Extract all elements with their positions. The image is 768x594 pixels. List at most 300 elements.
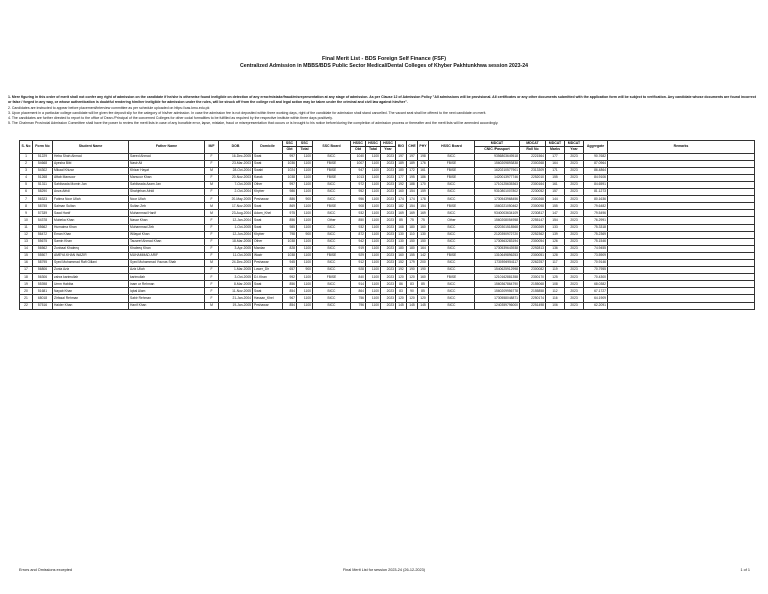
cell-sb: BICC — [313, 210, 351, 217]
cell-my: 2023 — [565, 174, 584, 181]
cell-roll: 2155068 — [520, 281, 546, 288]
cell-remarks — [608, 217, 755, 224]
cell-g: F — [205, 288, 219, 295]
cell-ht: 1100 — [366, 245, 381, 252]
cell-sb: BICC — [313, 153, 351, 160]
cell-dob: 3-Oct-2005 — [219, 274, 253, 281]
cell-dob: 11-Nov-2005 — [219, 288, 253, 295]
cell-sb: BICC — [313, 295, 351, 302]
cell-dob: 21-Jan-2004 — [219, 295, 253, 302]
cell-dom: Hassan_Khel — [253, 295, 283, 302]
cell-remarks — [608, 210, 755, 217]
cell-agg: 84.9106 — [584, 174, 608, 181]
cell-st: 1100 — [297, 174, 313, 181]
cell-my: 2023 — [565, 160, 584, 167]
cell-st: 1100 — [297, 153, 313, 160]
cell-my: 2023 — [565, 153, 584, 160]
cell-hy: 2023 — [381, 267, 396, 274]
cell-bio: 177 — [396, 174, 407, 181]
cell-form: 56472 — [33, 231, 53, 238]
cell-bio: 160 — [396, 252, 407, 259]
cell-mk: 125 — [546, 274, 565, 281]
cell-cnic: 1560209956778 — [475, 288, 520, 295]
cell-hy: 2023 — [381, 153, 396, 160]
cell-g: F — [205, 217, 219, 224]
header-aggregate: Aggregate — [584, 141, 608, 154]
cell-ht: 1100 — [366, 167, 381, 174]
cell-phy: 154 — [418, 203, 429, 210]
cell-che: 155 — [407, 252, 418, 259]
instruction-note: 3. Upon placement in a particular college candidate will be given fee deposit slip for the category of his/her admission. In case the admission fee is not deposited within three working days, right of the candidate for admission shall stand cancelled. The vacant seat shall be offered to the next candidate on merit. — [8, 110, 487, 115]
cell-remarks — [608, 267, 755, 274]
cell-mk: 116 — [546, 295, 565, 302]
header-gender: M/F — [205, 141, 219, 154]
table-row — [20, 295, 755, 302]
cell-agg: 70.9146 — [584, 260, 608, 267]
cell-my: 2023 — [565, 245, 584, 252]
cell-form: 56306 — [33, 274, 53, 281]
table-row — [20, 196, 755, 203]
cell-form: 51229 — [33, 153, 53, 160]
cell-st: 1100 — [297, 217, 313, 224]
cell-ht: 1100 — [366, 203, 381, 210]
header-mdcat: MDCAT — [565, 141, 584, 147]
cell-so: 828 — [283, 245, 297, 252]
cell-ho: 912 — [351, 260, 366, 267]
cell-so: 856 — [283, 281, 297, 288]
cell-name: Eman Khan — [53, 231, 129, 238]
cell-g: M — [205, 210, 219, 217]
cell-ht: 1100 — [366, 267, 381, 274]
cell-sno: 22 — [20, 302, 33, 309]
cell-st: 1100 — [297, 203, 313, 210]
cell-agg: 62.2091 — [584, 302, 608, 309]
cell-remarks — [608, 245, 755, 252]
cell-sno: 20 — [20, 288, 33, 295]
cell-so: 967 — [283, 295, 297, 302]
cell-father: karimullah — [129, 274, 205, 281]
cell-ht: 1100 — [366, 217, 381, 224]
cell-form: 51268 — [33, 174, 53, 181]
cell-name: Mikaal Khizar — [53, 167, 129, 174]
cell-hy: 2023 — [381, 302, 396, 309]
cell-hy: 2023 — [381, 167, 396, 174]
cell-st: 1100 — [297, 245, 313, 252]
cell-mk: 117 — [546, 260, 565, 267]
cell-cnic: 9310801007802 — [475, 189, 520, 196]
cell-hy: 2023 — [381, 210, 396, 217]
cell-roll: 2292813 — [520, 245, 546, 252]
cell-dom: Lower_Dir — [253, 267, 283, 274]
cell-cnic: 1560221050462 — [475, 203, 520, 210]
cell-form: 56323 — [33, 196, 53, 203]
cell-mk: 144 — [546, 196, 565, 203]
cell-remarks — [608, 196, 755, 203]
cell-cnic: 9356803649518 — [475, 153, 520, 160]
cell-phy: 142 — [418, 252, 429, 259]
cell-phy: 85 — [418, 281, 429, 288]
cell-che: 120 — [407, 295, 418, 302]
cell-father: Sabir Rehman — [129, 295, 205, 302]
cell-sno: 21 — [20, 295, 33, 302]
cell-remarks — [608, 174, 755, 181]
cell-sb: FBISE — [313, 203, 351, 210]
cell-mk: 128 — [546, 252, 565, 259]
cell-ho: 1040 — [351, 153, 366, 160]
cell-sb: BICC — [313, 302, 351, 309]
cell-remarks — [608, 288, 755, 295]
cell-ht: 1100 — [366, 181, 381, 188]
cell-name: zahra karimullah — [53, 274, 129, 281]
header-che: CHE — [407, 141, 418, 154]
cell-dom: Swat — [253, 153, 283, 160]
table-row — [20, 260, 755, 267]
header-hssc-obt: Obt — [351, 147, 366, 153]
cell-sno: 6 — [20, 189, 33, 196]
cell-so: 1038 — [283, 252, 297, 259]
cell-ht: 1100 — [366, 189, 381, 196]
cell-remarks — [608, 238, 755, 245]
cell-name: Zunia Aziz — [53, 267, 129, 274]
cell-hy: 2023 — [381, 260, 396, 267]
cell-ht: 1100 — [366, 281, 381, 288]
header-form-no: Form No — [33, 141, 53, 154]
cell-father: Wilayat Khan — [129, 231, 205, 238]
cell-hb: BICC — [429, 245, 475, 252]
cell-cnic: 1730539643938 — [475, 245, 520, 252]
header-father-name: Father Name — [129, 141, 205, 154]
cell-father: Iqbal Alam — [129, 288, 205, 295]
cell-st: 1100 — [297, 295, 313, 302]
cell-sb: BICC — [313, 281, 351, 288]
cell-bio: 160 — [396, 189, 407, 196]
cell-form: 57339 — [33, 210, 53, 217]
cell-so: 1024 — [283, 167, 297, 174]
cell-so: 854 — [283, 288, 297, 295]
cell-dob: 11-Oct-2005 — [219, 252, 253, 259]
cell-hy: 2023 — [381, 231, 396, 238]
cell-bio: 180 — [396, 245, 407, 252]
cell-remarks — [608, 231, 755, 238]
header-mdcat: MDCAT — [520, 141, 546, 147]
table-row — [20, 224, 755, 231]
cell-hb: BICC — [429, 196, 475, 203]
cell-hy: 2023 — [381, 245, 396, 252]
cell-so: 856 — [283, 217, 297, 224]
cell-ht: 1100 — [366, 196, 381, 203]
cell-bio: 168 — [396, 224, 407, 231]
cell-che: 154 — [407, 189, 418, 196]
cell-ho: 956 — [351, 196, 366, 203]
cell-mk: 171 — [546, 167, 565, 174]
cell-so: 657 — [283, 267, 297, 274]
cell-hb: FBISE — [429, 203, 475, 210]
cell-sb: BICC — [313, 189, 351, 196]
table-row — [20, 274, 755, 281]
cell-form: 68018 — [33, 295, 53, 302]
cell-dom: Swat — [253, 203, 283, 210]
cell-sno: 9 — [20, 210, 33, 217]
cell-phy: 170 — [418, 181, 429, 188]
cell-name: Samin Khan — [53, 238, 129, 245]
header-domicile: Domicile — [253, 141, 283, 154]
cell-phy: 164 — [418, 245, 429, 252]
cell-my: 2023 — [565, 181, 584, 188]
cell-ht: 1100 — [366, 260, 381, 267]
cell-dom: Peshawar — [253, 302, 283, 309]
cell-father: Shahjehan Afridi — [129, 189, 205, 196]
cell-mk: 106 — [546, 302, 565, 309]
cell-sno: 10 — [20, 217, 33, 224]
cell-che: 75 — [407, 217, 418, 224]
cell-hb: Other — [429, 217, 475, 224]
footer-title: Final Merit List for session 2023-24 (26-12-2023) — [342, 568, 426, 572]
cell-st: 1100 — [297, 181, 313, 188]
cell-bio: 174 — [396, 196, 407, 203]
cell-bio: 197 — [396, 153, 407, 160]
cell-roll: 2155858 — [520, 288, 546, 295]
cell-sno: 3 — [20, 167, 33, 174]
cell-mk: 157 — [546, 189, 565, 196]
cell-g: F — [205, 267, 219, 274]
cell-phy: 160 — [418, 224, 429, 231]
cell-roll: 2255147 — [520, 217, 546, 224]
cell-cnic: 1710125635363 — [475, 181, 520, 188]
cell-mk: 126 — [546, 238, 565, 245]
cell-sb: BICC — [313, 288, 351, 295]
footer-page-number: 1 of 1 — [740, 568, 750, 572]
instructions — [8, 95, 760, 127]
cell-roll: 2313309 — [520, 167, 546, 174]
cell-st: 1100 — [297, 260, 313, 267]
header-hssc: HSSC — [366, 141, 381, 147]
cell-bio: 192 — [396, 267, 407, 274]
header-mdcat: MDCAT — [546, 141, 565, 147]
cell-name: Fatima Noor Ullah — [53, 196, 129, 203]
cell-my: 2023 — [565, 196, 584, 203]
table-row — [20, 189, 755, 196]
cell-dob: 24-Dec-2003 — [219, 260, 253, 267]
cell-bio: 180 — [396, 167, 407, 174]
cell-form: 54302 — [33, 167, 53, 174]
cell-che: 169 — [407, 210, 418, 217]
cell-che: 172 — [407, 167, 418, 174]
cell-che: 154 — [407, 203, 418, 210]
instruction-note: 1. Mere figuring in this order of merit shall not confer any right of admission on the candidate if he/she is otherwise found ineligible on detection of any error/mistake/fraud/misrepresentation at any stage of admission. As per Clause 12 of Admission Policy "All admissions will be provisional. All certificates or any other documents submitted with the application form will be subject to verification. Any candidate whose documents are found incorrect or false / forged in any way, or whose authentication is doubtful rendering him/her ineligible for admission under the rules, will be struck off from the college roll and legal action may be taken under the criminal and civil law against him/her". — [8, 95, 756, 105]
cell-phy: 85 — [418, 288, 429, 295]
cell-roll: 2300170 — [520, 274, 546, 281]
cell-dom: Other — [253, 181, 283, 188]
cell-ht: 1100 — [366, 210, 381, 217]
header-remarks: Remarks — [608, 141, 755, 154]
cell-hb: BICC — [429, 189, 475, 196]
cell-ho: 932 — [351, 224, 366, 231]
cell-name: Anza Afridi — [53, 189, 129, 196]
cell-st: 1100 — [297, 238, 313, 245]
cell-father: Hanif Khan — [129, 302, 205, 309]
cell-name: Heba Shah Ahmad — [53, 153, 129, 160]
cell-sno: 17 — [20, 267, 33, 274]
cell-hb: BICC — [429, 231, 475, 238]
cell-hb: FBISE — [429, 174, 475, 181]
cell-dom: D.I.Khan — [253, 274, 283, 281]
cell-cnic: 1730558048871 — [475, 295, 520, 302]
cell-remarks — [608, 302, 755, 309]
cell-dom: Peshawar — [253, 196, 283, 203]
cell-hb: BICC — [429, 295, 475, 302]
cell-mk: 147 — [546, 210, 565, 217]
cell-ho: 928 — [351, 267, 366, 274]
cell-dom: Swat — [253, 160, 283, 167]
cell-form: 58290 — [33, 189, 53, 196]
cell-dob: 3-Apr-2005 — [219, 245, 253, 252]
cell-ho: 864 — [351, 288, 366, 295]
cell-name: Nayab Khan — [53, 288, 129, 295]
cell-sb: BICC — [313, 238, 351, 245]
cell-dom: Karak — [253, 174, 283, 181]
cell-sno: 11 — [20, 224, 33, 231]
cell-father: Muhammad Hanif — [129, 210, 205, 217]
cell-agg: 80.1636 — [584, 196, 608, 203]
header-ssc-board: SSC Board — [313, 141, 351, 154]
cell-mk: 133 — [546, 224, 565, 231]
cell-remarks — [608, 224, 755, 231]
cell-name: AMEYA KHAN WAZIR — [53, 252, 129, 259]
cell-g: F — [205, 196, 219, 203]
cell-my: 2023 — [565, 189, 584, 196]
cell-my: 2023 — [565, 252, 584, 259]
table-row — [20, 288, 755, 295]
cell-ho: 1007 — [351, 160, 366, 167]
cell-agg: 67.1727 — [584, 288, 608, 295]
cell-dob: 1-Oct-2005 — [219, 224, 253, 231]
cell-sb: FBISE — [313, 274, 351, 281]
cell-ho: 919 — [351, 245, 366, 252]
cell-cnic: 1560367864790 — [475, 281, 520, 288]
cell-bio: 86 — [396, 281, 407, 288]
cell-dob: 28-Oct-2004 — [219, 167, 253, 174]
cell-agg: 75.2369 — [584, 231, 608, 238]
header-hssc: HSSC — [381, 141, 396, 147]
cell-hb: BICC — [429, 153, 475, 160]
cell-roll: 2300268 — [520, 160, 546, 167]
cell-sb: BICC — [313, 260, 351, 267]
cell-dob: 16-Dec-2005 — [219, 153, 253, 160]
cell-dob: 23-Mar-2003 — [219, 160, 253, 167]
cell-dom: Swat — [253, 288, 283, 295]
cell-che: 174 — [407, 196, 418, 203]
cell-remarks — [608, 167, 755, 174]
cell-so: 1036 — [283, 160, 297, 167]
cell-agg: 79.6482 — [584, 203, 608, 210]
cell-hb: BICC — [429, 302, 475, 309]
cell-bio: 83 — [396, 288, 407, 295]
cell-dob: 20-May-2005 — [219, 196, 253, 203]
cell-dom: Khyber — [253, 231, 283, 238]
cell-cnic: 1560209893838 — [475, 160, 520, 167]
cell-che: 179 — [407, 260, 418, 267]
cell-roll: 2221564 — [520, 153, 546, 160]
table-row — [20, 217, 755, 224]
cell-che: 150 — [407, 238, 418, 245]
cell-ho: 840 — [351, 274, 366, 281]
cell-che: 189 — [407, 160, 418, 167]
cell-dom: Khyber — [253, 189, 283, 196]
table-row — [20, 160, 755, 167]
cell-phy: 186 — [418, 174, 429, 181]
cell-ho: 972 — [351, 181, 366, 188]
cell-che: 180 — [407, 245, 418, 252]
cell-father: Khizar Hayat — [129, 167, 205, 174]
cell-remarks — [608, 189, 755, 196]
header-ssc: SSC — [283, 141, 297, 147]
cell-dom: Adam_Khel — [253, 210, 283, 217]
cell-sno: 14 — [20, 245, 33, 252]
cell-st: 1100 — [297, 252, 313, 259]
cell-mk: 136 — [546, 245, 565, 252]
cell-phy: 176 — [418, 160, 429, 167]
cell-hb: BICC — [429, 267, 475, 274]
cell-my: 2023 — [565, 295, 584, 302]
cell-hb: BICC — [429, 224, 475, 231]
cell-sno: 8 — [20, 203, 33, 210]
cell-agg: 84.6591 — [584, 181, 608, 188]
cell-father: MUHAMMAD ARIF — [129, 252, 205, 259]
cell-agg: 76.2991 — [584, 217, 608, 224]
cell-so: 798 — [283, 231, 297, 238]
cell-g: M — [205, 260, 219, 267]
cell-che: 180 — [407, 224, 418, 231]
cell-sb: BICC — [313, 267, 351, 274]
cell-hb: FBISE — [429, 274, 475, 281]
cell-agg: 75.3318 — [584, 224, 608, 231]
cell-phy: 169 — [418, 210, 429, 217]
cell-sno: 19 — [20, 281, 33, 288]
cell-ht: 1100 — [366, 224, 381, 231]
cell-dom: Swat — [253, 224, 283, 231]
cell-hb: BICC — [429, 210, 475, 217]
cell-my: 2023 — [565, 288, 584, 295]
cell-mk: 139 — [546, 231, 565, 238]
cell-form: 55398 — [33, 281, 53, 288]
cell-sno: 7 — [20, 196, 33, 203]
cell-roll: 2300051 — [520, 252, 546, 259]
cell-che: 145 — [407, 302, 418, 309]
cell-sb: BICC — [313, 181, 351, 188]
cell-dob: 2-Oct-2004 — [219, 189, 253, 196]
cell-remarks — [608, 160, 755, 167]
cell-g: M — [205, 302, 219, 309]
cell-st: 1100 — [297, 274, 313, 281]
cell-form: 57516 — [33, 302, 53, 309]
cell-name: Mubeka Khan — [53, 217, 129, 224]
cell-dob: 12-Jan-2004 — [219, 217, 253, 224]
cell-sb: FBISE — [313, 252, 351, 259]
cell-form: 55507 — [33, 252, 53, 259]
cell-father: Noor Ullah — [129, 196, 205, 203]
cell-father: Muhammad Zeb — [129, 224, 205, 231]
cell-roll: 2300082 — [520, 267, 546, 274]
table-row — [20, 203, 755, 210]
page-title: Final Merit List - BDS Foreign Self Finance (FSF) — [322, 56, 446, 62]
cell-mk: 108 — [546, 281, 565, 288]
cell-agg: 64.1909 — [584, 295, 608, 302]
cell-sb: BICC — [313, 245, 351, 252]
cell-roll: 2230817 — [520, 210, 546, 217]
cell-hy: 2023 — [381, 174, 396, 181]
cell-bio: 182 — [396, 203, 407, 210]
cell-cnic: 1240359796000 — [475, 302, 520, 309]
